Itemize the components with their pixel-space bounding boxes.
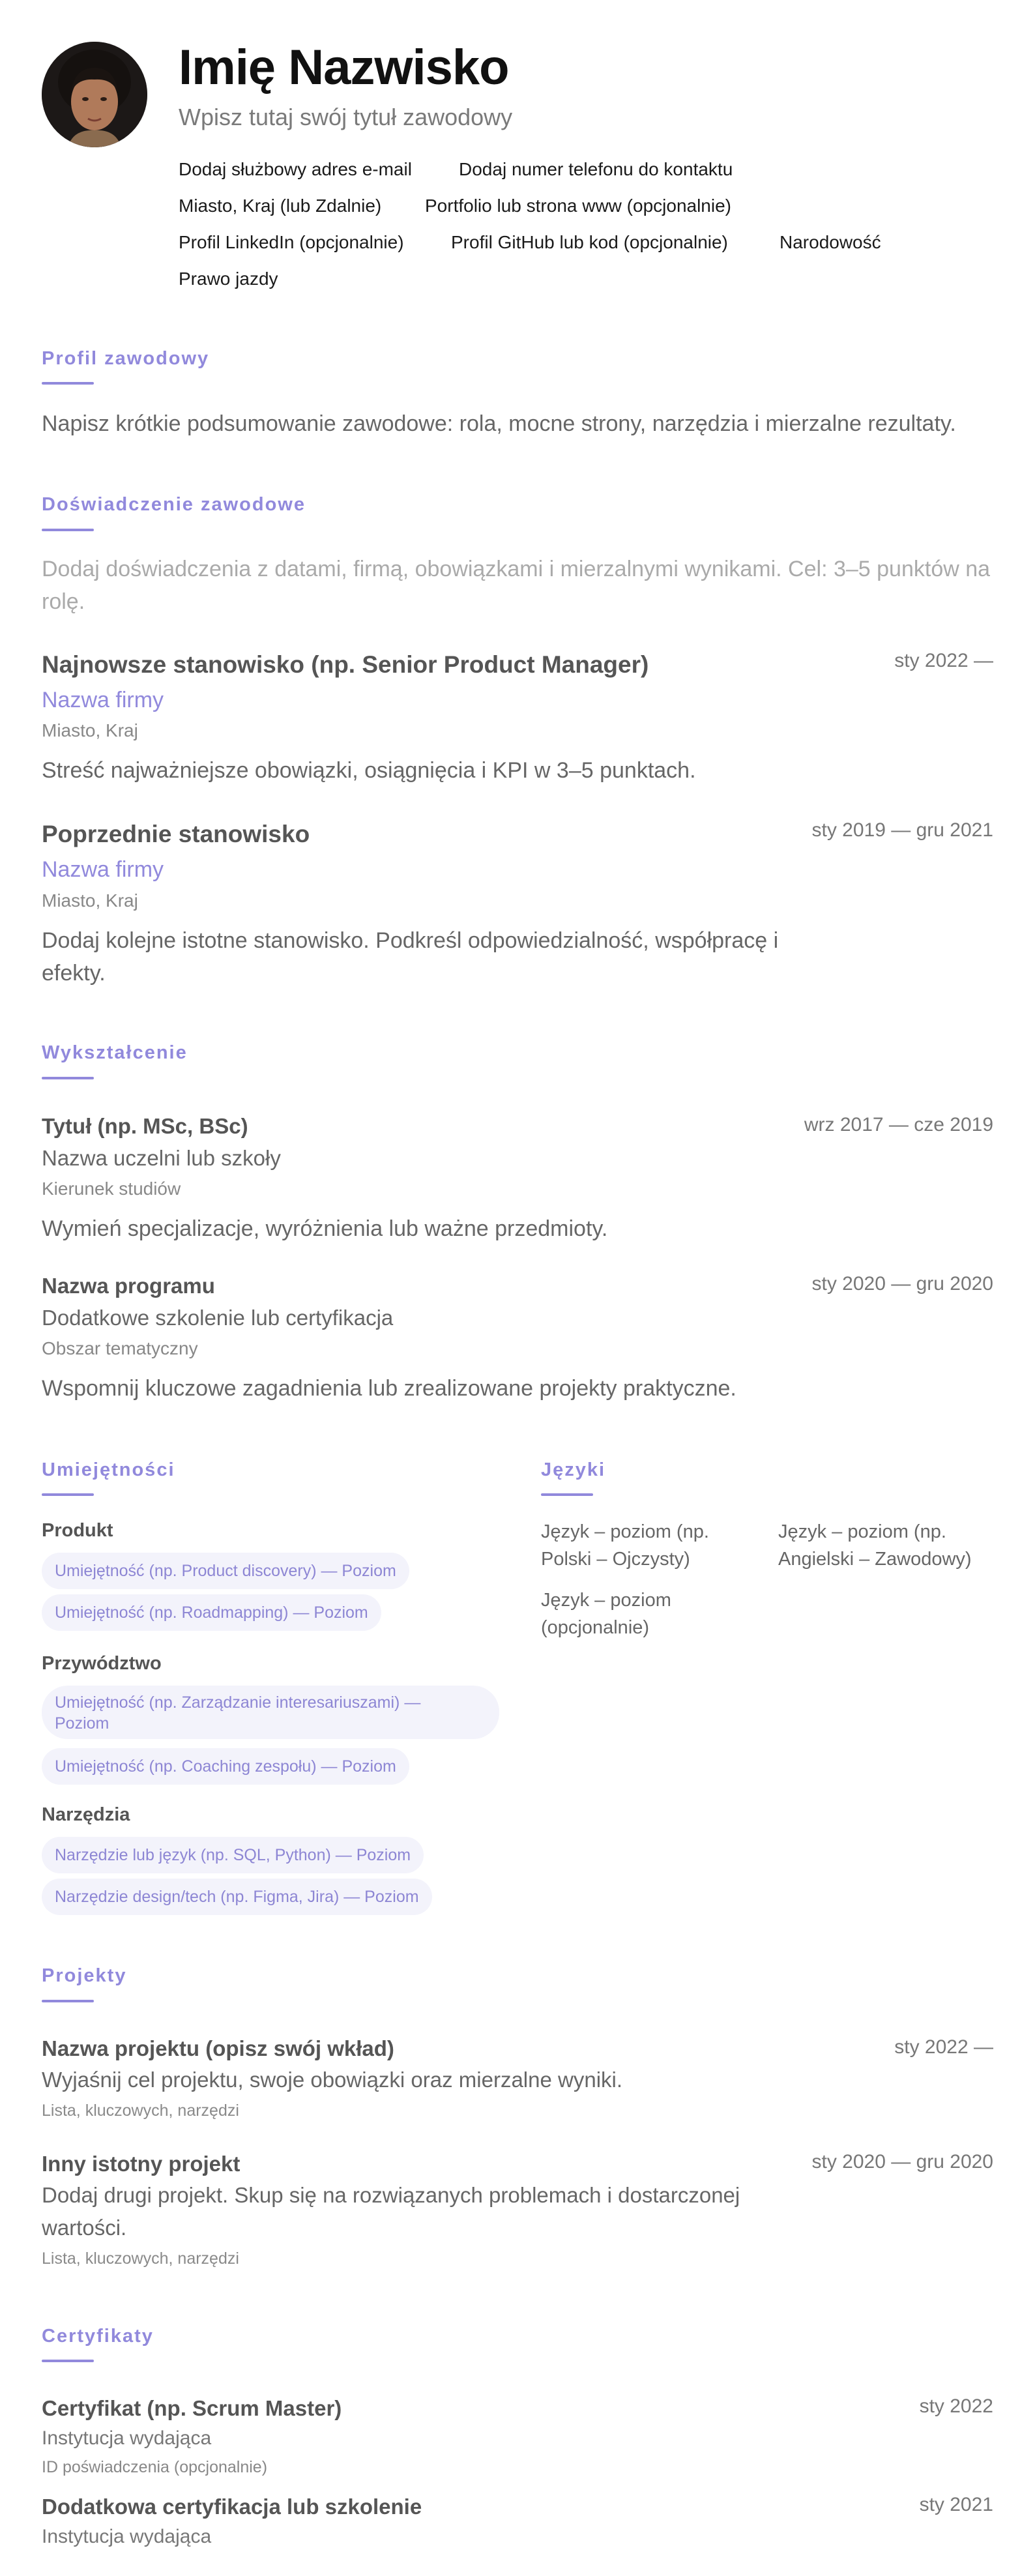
section-title-profile: Profil zawodowy [42,348,210,369]
skill-category: Produkt [42,1520,113,1541]
skill-chip-line: Poziom [55,1714,109,1733]
education-date: wrz 2017 — cze 2019 [804,1114,993,1135]
job-description: Dodaj kolejne istotne stanowisko. Podkreśl odpowiedzialność, współpracę i [42,928,779,953]
language-line: Język – poziom (np. [541,1521,709,1542]
skill-chip: Umiejętność (np. Roadmapping) — Poziom [42,1594,381,1631]
language-item [541,1587,671,1641]
contact-nationality: Narodowość [780,232,881,252]
certificate-date: sty 2021 [919,2494,993,2515]
section-divider [42,1077,94,1079]
section-title-education: Wykształcenie [42,1042,188,1063]
section-divider [541,1493,593,1496]
contact-github[interactable]: Profil GitHub lub kod (opcjonalnie) [451,232,728,252]
experience-hint-cont: rolę. [42,589,85,614]
language-line: Angielski – Zawodowy) [778,1549,972,1570]
project-title: Nazwa projektu (opisz swój wkład) [42,2036,394,2060]
language-item [541,1518,709,1573]
job-description-cont: efekty. [42,961,106,986]
skill-chip: Narzędzie lub język (np. SQL, Python) — Poziom [42,1837,424,1873]
section-title-certificates: Certyfikaty [42,2326,154,2347]
contact-linkedin[interactable]: Profil LinkedIn (opcjonalnie) [179,232,404,252]
language-line: (opcjonalnie) [541,1617,650,1638]
language-item [778,1518,972,1573]
job-title: Poprzednie stanowisko [42,821,310,847]
person-name: Imię Nazwisko [179,40,509,95]
education-description: Wspomnij kluczowe zagadnienia lub zrealizowane projekty praktyczne. [42,1376,736,1401]
contact-location: Miasto, Kraj (lub Zdalnie) [179,196,382,216]
education-school: Nazwa uczelni lub szkoły [42,1146,281,1170]
language-line: Język – poziom [541,1590,671,1611]
job-date: sty 2019 — gru 2021 [811,819,993,841]
language-line: Język – poziom (np. [778,1521,946,1542]
job-description: Streść najważniejsze obowiązki, osiągnięcia i KPI w 3–5 punktach. [42,758,696,783]
education-description: Wymień specjalizacje, wyróżnienia lub ważne przedmioty. [42,1216,608,1241]
certificate-date: sty 2022 [919,2395,993,2417]
contact-email[interactable]: Dodaj służbowy adres e-mail [179,159,412,179]
skill-chip: Umiejętność (np. Product discovery) — Poziom [42,1553,409,1589]
skill-category: Przywództwo [42,1653,162,1674]
section-divider [42,2000,94,2002]
job-company: Nazwa firmy [42,857,164,882]
contact-portfolio[interactable]: Portfolio lub strona www (opcjonalnie) [425,196,731,216]
profile-photo [42,42,147,147]
section-title-projects: Projekty [42,1965,127,1986]
section-divider [42,382,94,385]
contact-driving-license: Prawo jazdy [179,269,278,289]
certificate-title: Dodatkowa certyfikacja lub szkolenie [42,2495,422,2519]
experience-hint: Dodaj doświadczenia z datami, firmą, obowiązkami i mierzalnymi wynikami. Cel: 3–5 punktów na [42,557,991,581]
job-location: Miasto, Kraj [42,720,138,740]
certificate-title: Certyfikat (np. Scrum Master) [42,2396,342,2420]
avatar [42,42,147,147]
project-tags: Lista, kluczowych, narzędzi [42,2249,239,2268]
contact-phone[interactable]: Dodaj numer telefonu do kontaktu [459,159,733,179]
project-description: Wyjaśnij cel projektu, swoje obowiązki oraz mierzalne wyniki. [42,2068,623,2092]
education-field: Obszar tematyczny [42,1338,198,1358]
skill-chip [42,1686,499,1739]
section-title-skills: Umiejętności [42,1459,175,1480]
certificate-issuer: Instytucja wydająca [42,2427,212,2449]
project-date: sty 2022 — [894,2036,993,2058]
section-title-languages: Języki [541,1459,606,1480]
certificate-id: ID poświadczenia (opcjonalnie) [42,2458,268,2476]
skill-category: Narzędzia [42,1804,130,1825]
job-date: sty 2022 — [894,650,993,671]
section-divider [42,1493,94,1496]
education-degree: Tytuł (np. MSc, BSc) [42,1114,248,1138]
project-tags: Lista, kluczowych, narzędzi [42,2101,239,2120]
job-headline: Wpisz tutaj swój tytuł zawodowy [179,104,513,130]
education-school: Dodatkowe szkolenie lub certyfikacja [42,1306,394,1330]
project-title: Inny istotny projekt [42,2152,241,2176]
project-date: sty 2020 — gru 2020 [811,2151,993,2173]
skill-chip-line: Umiejętność (np. Zarządzanie interesariuszami) — [55,1693,421,1712]
job-company: Nazwa firmy [42,688,164,712]
section-title-experience: Doświadczenie zawodowe [42,494,306,515]
education-degree: Nazwa programu [42,1274,215,1298]
education-date: sty 2020 — gru 2020 [811,1273,993,1295]
skill-chip: Narzędzie design/tech (np. Figma, Jira) — Poziom [42,1879,432,1915]
certificate-issuer: Instytucja wydająca [42,2526,212,2547]
language-line: Polski – Ojczysty) [541,1549,690,1570]
job-title: Najnowsze stanowisko (np. Senior Product Manager) [42,651,649,678]
profile-summary: Napisz krótkie podsumowanie zawodowe: rola, mocne strony, narzędzia i mierzalne rezultaty. [42,411,956,436]
section-divider [42,529,94,531]
section-divider [42,2360,94,2362]
project-description: Dodaj drugi projekt. Skup się na rozwiązanych problemach i dostarczonej [42,2183,740,2207]
job-location: Miasto, Kraj [42,890,138,911]
skill-chip: Umiejętność (np. Coaching zespołu) — Poziom [42,1748,409,1785]
education-field: Kierunek studiów [42,1178,181,1199]
project-description-cont: wartości. [42,2216,127,2240]
